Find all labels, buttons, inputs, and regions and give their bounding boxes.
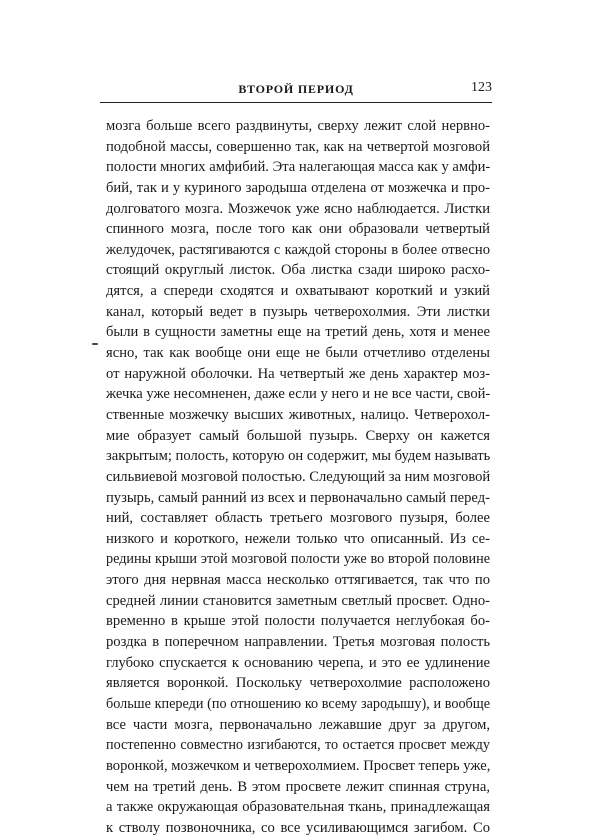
text-line: были в сущности заметны еще на третий день, хотя и менее — [106, 324, 490, 341]
page-number: 123 — [471, 80, 492, 95]
text-line: чем на третий день. В этом просвете лежит спинная струна, — [106, 778, 490, 795]
body-text — [106, 116, 490, 838]
text-line: от наружной оболочки. На четвертый же день характер моз- — [106, 365, 490, 382]
text-line: подобной массы, совершенно так, как на четвертой мозговой — [106, 138, 490, 155]
text-line: канал, который ведет в пузырь четверохолмия. Эти листки — [106, 303, 490, 320]
text-line: средней линии становится заметным светлый просвет. Одно- — [106, 592, 490, 609]
text-line: долговатого мозга. Мозжечок уже ясно наблюдается. Листки — [106, 200, 490, 217]
text-line: является воронкой. Поскольку четверохолмие расположено — [106, 675, 490, 692]
text-line: дятся, а спереди сходятся и охватывают короткий и узкий — [106, 283, 490, 300]
text-line: ясно, так как вообще они еще не были отчетливо отделены — [106, 345, 490, 362]
text-line: воронкой, мозжечком и четверохолмием. Просвет теперь уже, — [106, 757, 491, 774]
text-line: мозга больше всего раздвинуты, сверху лежит слой нервно- — [106, 118, 490, 134]
text-line: мие образует самый большой пузырь. Сверху он кажется — [106, 427, 490, 444]
text-line: роздка в поперечном направлении. Третья мозговая полость — [106, 634, 490, 651]
text-line: постепенно совместно изгибаются, то остается просвет между — [106, 737, 490, 754]
text-line: а также окружающая образовательная ткань, принадлежащая — [106, 799, 490, 816]
text-line: сильвиевой мозговой полостью. Следующий за ним мозговой — [106, 468, 491, 485]
text-line: этого дня нервная масса несколько оттягивается, так что по — [106, 572, 490, 589]
text-line: низкого и короткого, нежели только что описанный. Из се- — [106, 530, 490, 547]
text-line: жечка уже несомненен, даже если у него и не все части, свой- — [106, 386, 491, 403]
text-line: ний, составляет область третьего мозгового пузыря, более — [106, 510, 490, 527]
running-head — [100, 80, 492, 103]
text-line: желудочек, растягиваются с каждой стороны в более отвесно — [106, 241, 490, 258]
text-line: временно в крыше этой полости получается неглубокая бо- — [106, 613, 490, 630]
running-title: ВТОРОЙ ПЕРИОД — [238, 82, 354, 96]
margin-mark — [92, 343, 98, 345]
text-line: глубоко спускается к основанию черепа, и это ее удлинение — [106, 654, 490, 671]
text-line: редины крыши этой мозговой полости уже во второй половине — [106, 551, 490, 568]
text-line: полости многих амфибий. Эта налегающая масса как у амфи- — [106, 159, 491, 176]
text-line: все части мозга, первоначально лежавшие друг за другом, — [106, 716, 490, 733]
text-line: пузырь, самый ранний из всех и первоначально самый перед- — [106, 489, 490, 506]
text-line: бий, так и у куриного зародыша отделена от мозжечка и про- — [106, 179, 490, 196]
text-line: больше кпереди (по отношению ко всему зародышу), и вообще — [106, 695, 490, 712]
text-line: спинного мозга, после того как они образовали четвертый — [106, 221, 490, 238]
text-line: стоящий округлый листок. Оба листка сзади широко расхо- — [106, 262, 490, 279]
text-line: ственные мозжечку высших животных, налицо. Четверохол- — [106, 406, 490, 423]
text-line: закрытым; полость, которую он содержит, мы будем называть — [106, 448, 491, 465]
text-line: к стволу позвоночника, со все усиливающимся загибом. Со — [106, 819, 490, 836]
